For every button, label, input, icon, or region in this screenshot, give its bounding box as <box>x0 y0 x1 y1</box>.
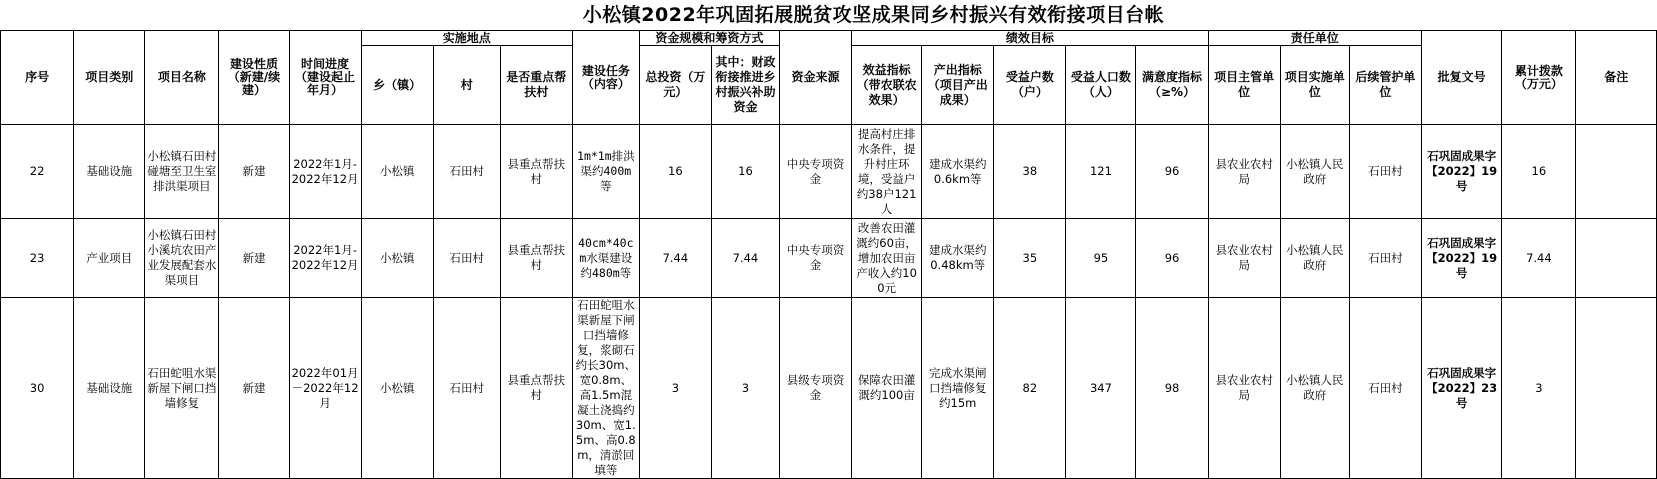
cell-output-index: 完成水渠闸口挡墙修复约15m <box>922 298 994 479</box>
cell-nature: 新建 <box>219 298 289 479</box>
header-task: 建设任务（内容） <box>572 31 639 125</box>
header-seq: 序号 <box>1 31 74 125</box>
header-satisfaction: 满意度指标（≥%） <box>1136 46 1208 125</box>
header-implementer: 项目实施单位 <box>1280 46 1349 125</box>
cell-remark <box>1576 125 1657 219</box>
cell-remark <box>1576 219 1657 298</box>
cell-village: 石田村 <box>433 125 500 219</box>
header-subsidy: 其中：财政衔接推进乡村振兴补助资金 <box>711 46 779 125</box>
cell-output-index: 建成水渠约0.6km等 <box>922 125 994 219</box>
cell-town: 小松镇 <box>361 125 433 219</box>
cell-seq: 22 <box>1 125 74 219</box>
cell-category: 基础设施 <box>74 125 145 219</box>
cell-subsidy: 7.44 <box>711 219 779 298</box>
table-row <box>1 125 1657 219</box>
cell-village: 石田村 <box>433 219 500 298</box>
header-category: 项目类别 <box>74 31 145 125</box>
cell-approval: 石巩固成果字【2022】19号 <box>1421 219 1501 298</box>
header-households: 受益户数（户） <box>994 46 1066 125</box>
cell-satisfaction: 98 <box>1136 298 1208 479</box>
header-schedule: 时间进度（建设起止年月） <box>289 31 361 125</box>
cell-schedule: 2022年01月－2022年12月 <box>289 298 361 479</box>
header-group-performance: 绩效目标 <box>852 31 1209 46</box>
cell-key-village: 县重点帮扶村 <box>500 298 572 479</box>
header-approval: 批复文号 <box>1421 31 1501 125</box>
cell-subsidy: 16 <box>711 125 779 219</box>
cell-supervisor: 县农业农村局 <box>1208 219 1280 298</box>
cell-task: 40cm*40cm水渠建设约480m等 <box>572 219 639 298</box>
sheet-title: 小松镇2022年巩固拓展脱贫攻坚成果同乡村振兴有效衔接项目台帐 <box>582 4 1165 26</box>
cell-households: 38 <box>994 125 1066 219</box>
header-key-village: 是否重点帮扶村 <box>500 46 572 125</box>
header-group-location: 实施地点 <box>361 31 572 46</box>
cell-town: 小松镇 <box>361 219 433 298</box>
cell-category: 产业项目 <box>74 219 145 298</box>
cell-total-invest: 3 <box>639 298 711 479</box>
header-group-funding: 资金规模和筹资方式 <box>639 31 779 46</box>
cell-households: 82 <box>994 298 1066 479</box>
cell-schedule: 2022年1月-2022年12月 <box>289 219 361 298</box>
cell-supervisor: 县农业农村局 <box>1208 125 1280 219</box>
table-row <box>1 219 1657 298</box>
header-name: 项目名称 <box>145 31 219 125</box>
cell-fund-source: 中央专项资金 <box>779 219 851 298</box>
cell-village: 石田村 <box>433 298 500 479</box>
cell-key-village: 县重点帮扶村 <box>500 125 572 219</box>
cell-schedule: 2022年1月-2022年12月 <box>289 125 361 219</box>
header-group-responsible: 责任单位 <box>1208 31 1421 46</box>
header-town: 乡（镇） <box>361 46 433 125</box>
cell-total-invest: 7.44 <box>639 219 711 298</box>
header-benefit-index: 效益指标（带农联农效果） <box>852 46 922 125</box>
header-nature: 建设性质（新建/续建） <box>219 31 289 125</box>
cell-cumulative: 7.44 <box>1502 219 1576 298</box>
cell-cumulative: 16 <box>1502 125 1576 219</box>
cell-nature: 新建 <box>219 219 289 298</box>
header-output-index: 产出指标（项目产出成果） <box>922 46 994 125</box>
cell-town: 小松镇 <box>361 298 433 479</box>
header-village: 村 <box>433 46 500 125</box>
cell-nature: 新建 <box>219 125 289 219</box>
header-fund-source: 资金来源 <box>779 31 851 125</box>
table-row <box>1 298 1657 479</box>
cell-name: 石田蛇咀水渠新屋下闸口挡墙修复 <box>145 298 219 479</box>
cell-total-invest: 16 <box>639 125 711 219</box>
cell-remark <box>1576 298 1657 479</box>
cell-maintainer: 石田村 <box>1349 298 1421 479</box>
cell-population: 95 <box>1066 219 1136 298</box>
cell-households: 35 <box>994 219 1066 298</box>
cell-satisfaction: 96 <box>1136 219 1208 298</box>
cell-category: 基础设施 <box>74 298 145 479</box>
cell-population: 347 <box>1066 298 1136 479</box>
cell-benefit-index: 改善农田灌溉约60亩，增加农田亩产收入约100元 <box>852 219 922 298</box>
cell-seq: 30 <box>1 298 74 479</box>
cell-benefit-index: 保障农田灌溉约100亩 <box>852 298 922 479</box>
cell-cumulative: 3 <box>1502 298 1576 479</box>
cell-name: 小松镇石田村碰塘至卫生室排洪渠项目 <box>145 125 219 219</box>
project-ledger-table <box>0 30 1657 479</box>
cell-fund-source: 中央专项资金 <box>779 125 851 219</box>
header-total-invest: 总投资（万元） <box>639 46 711 125</box>
cell-fund-source: 县级专项资金 <box>779 298 851 479</box>
cell-seq: 23 <box>1 219 74 298</box>
header-remark: 备注 <box>1576 31 1657 125</box>
header-row-group <box>1 31 1657 46</box>
cell-maintainer: 石田村 <box>1349 125 1421 219</box>
cell-task: 石田蛇咀水渠新屋下闸口挡墙修复，浆砌石约长30m、宽0.8m、高1.5m混凝土浇捣约30m、宽1.5m、高0.8m，清淤回填等 <box>572 298 639 479</box>
cell-satisfaction: 96 <box>1136 125 1208 219</box>
cell-benefit-index: 提高村庄排水条件，提升村庄环境，受益户约38户121人 <box>852 125 922 219</box>
cell-population: 121 <box>1066 125 1136 219</box>
cell-task: 1m*1m排洪渠约400m等 <box>572 125 639 219</box>
cell-approval: 石巩固成果字【2022】23号 <box>1421 298 1501 479</box>
header-cumulative: 累计拨款（万元） <box>1502 31 1576 125</box>
header-population: 受益人口数（人） <box>1066 46 1136 125</box>
cell-subsidy: 3 <box>711 298 779 479</box>
cell-key-village: 县重点帮扶村 <box>500 219 572 298</box>
cell-implementer: 小松镇人民政府 <box>1280 298 1349 479</box>
cell-implementer: 小松镇人民政府 <box>1280 219 1349 298</box>
cell-maintainer: 石田村 <box>1349 219 1421 298</box>
cell-name: 小松镇石田村小溪坑农田产业发展配套水渠项目 <box>145 219 219 298</box>
cell-approval: 石巩固成果字【2022】19号 <box>1421 125 1501 219</box>
cell-supervisor: 县农业农村局 <box>1208 298 1280 479</box>
header-supervisor: 项目主管单位 <box>1208 46 1280 125</box>
cell-implementer: 小松镇人民政府 <box>1280 125 1349 219</box>
cell-output-index: 建成水渠约0.48km等 <box>922 219 994 298</box>
header-maintainer: 后续管护单位 <box>1349 46 1421 125</box>
